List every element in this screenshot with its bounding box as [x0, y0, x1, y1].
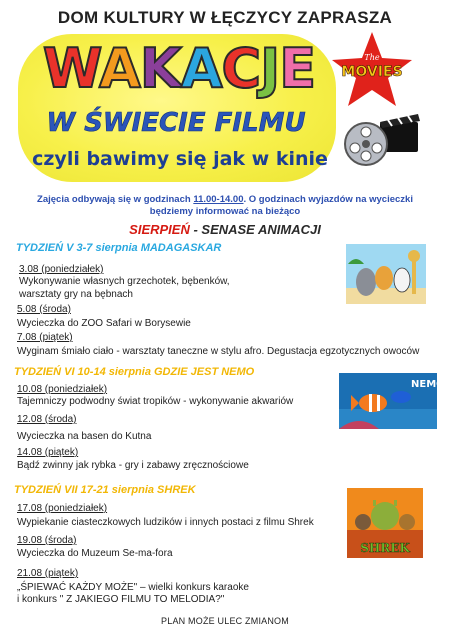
- wakacje-letter: E: [279, 37, 316, 100]
- day-date: 17.08 (poniedziałek): [17, 503, 108, 514]
- day-date: 3.08 (poniedziałek): [19, 264, 104, 275]
- week-title: TYDZIEŃ V 3-7 sierpnia MADAGASKAR: [16, 242, 222, 254]
- wakacje-letter: A: [99, 37, 140, 100]
- film-reel-icon: [342, 108, 422, 172]
- info-text: . O godzinach wyjazdów na wycieczki: [243, 194, 413, 205]
- wakacje-letter: W: [42, 37, 100, 100]
- wakacje-letter: K: [139, 37, 181, 100]
- section-month: SIERPIEŃ: [129, 222, 190, 237]
- banner-subtitle: W ŚWIECIE FILMU: [46, 108, 306, 138]
- day-activity: Wycieczka do ZOO Safari w Borysewie: [17, 318, 191, 329]
- day-activity: Wycieczka do Muzeum Se-ma-fora: [17, 548, 173, 559]
- day-activity: „ŚPIEWAĆ KAŻDY MOŻE" – wielki konkurs karaoke: [17, 582, 249, 593]
- footer-note: PLAN MOŻE ULEC ZMIANOM: [161, 616, 289, 626]
- day-activity: warsztaty gry na bębnach: [19, 289, 133, 300]
- banner-tagline: czyli bawimy się jak w kinie: [32, 148, 328, 170]
- day-activity: Bądź zwinny jak rybka - gry i zabawy zręcznościowe: [17, 460, 249, 471]
- wakacje-letter: A: [180, 37, 222, 100]
- shrek-logo-text: SHREK: [360, 541, 410, 555]
- section-title: [0, 222, 450, 237]
- day-date: 5.08 (środa): [17, 304, 71, 315]
- wakacje-title: [34, 37, 324, 100]
- day-activity: Wyginam śmiało ciało - warsztaty taneczne w stylu afro. Degustacja egzotycznych owoców: [17, 346, 420, 357]
- svg-text:The: The: [364, 53, 380, 62]
- info-text: będziemy informować na bieżąco: [149, 206, 301, 218]
- section-subtitle: - SENASE ANIMACJI: [189, 222, 321, 237]
- wakacje-letter: J: [260, 37, 280, 100]
- day-activity: i konkurs " Z JAKIEGO FILMU TO MELODIA?": [17, 594, 225, 605]
- movies-star-icon: [330, 30, 414, 108]
- wakacje-letter: C: [221, 37, 261, 100]
- day-activity: Tajemniczy podwodny świat tropików - wykonywanie akwariów: [17, 396, 294, 407]
- nemo-image: [339, 373, 445, 429]
- week-title: TYDZIEŃ VI 10-14 sierpnia GDZIE JEST NEMO: [14, 366, 255, 378]
- shrek-image: [347, 488, 423, 558]
- day-activity: Wykonywanie własnych grzechotek, bębenków,: [19, 276, 230, 287]
- day-activity: Wypiekanie ciasteczkowych ludzików i innych postaci z filmu Shrek: [17, 517, 314, 528]
- info-hours: 11.00-14.00: [193, 194, 244, 205]
- day-date: 12.08 (środa): [17, 414, 77, 425]
- week-title: TYDZIEŃ VII 17-21 sierpnia SHREK: [14, 484, 196, 496]
- day-activity: Wycieczka na basen do Kutna: [17, 431, 152, 442]
- page-header: DOM KULTURY W ŁĘCZYCY ZAPRASZA: [57, 8, 393, 27]
- nemo-logo-text: NEMO: [411, 379, 445, 390]
- day-date: 7.08 (piątek): [17, 332, 73, 343]
- info-text: Zajęcia odbywają się w godzinach: [37, 194, 194, 205]
- schedule-info: [20, 194, 430, 219]
- day-date: 10.08 (poniedziałek): [17, 384, 108, 395]
- svg-text:MOVIES: MOVIES: [341, 64, 403, 80]
- day-date: 21.08 (piątek): [17, 568, 79, 579]
- madagascar-image: [346, 244, 426, 304]
- day-date: 14.08 (piątek): [17, 447, 79, 458]
- day-date: 19.08 (środa): [17, 535, 77, 546]
